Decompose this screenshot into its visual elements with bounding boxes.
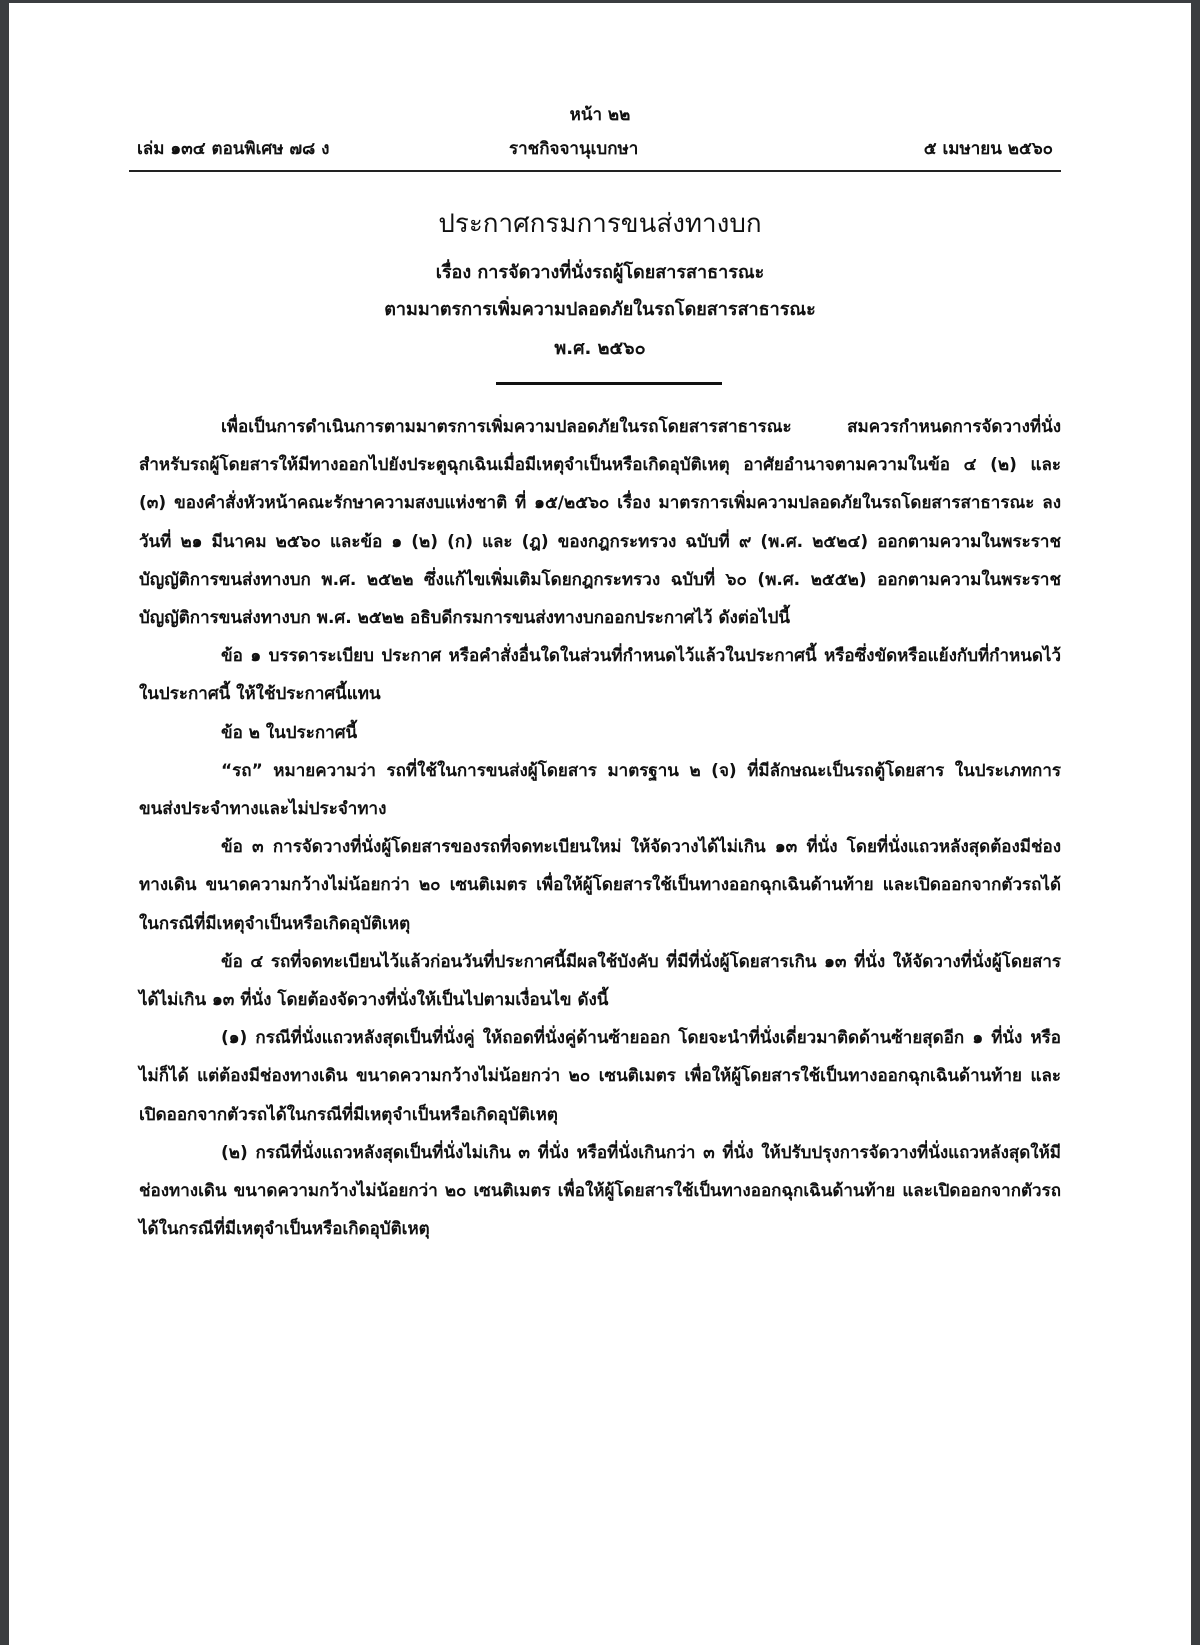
announcement-title: ประกาศกรมการขนส่งทางบก xyxy=(438,209,762,239)
clause-2: ข้อ ๒ ในประกาศนี้ xyxy=(221,722,358,743)
volume-issue: เล่ม ๑๓๔ ตอนพิเศษ ๗๘ ง xyxy=(137,139,330,159)
announcement-subject-line2: ตามมาตรการเพิ่มความปลอดภัยในรถโดยสารสาธารณะ xyxy=(384,299,816,320)
gazette-name: ราชกิจจานุเบกษา xyxy=(509,139,639,159)
announcement-year: พ.ศ. ๒๕๖๐ xyxy=(554,338,646,359)
clause-4: ข้อ ๔ รถที่จดทะเบียนไว้แล้วก่อนวันที่ประกาศนี้มีผลใช้บังคับ ที่มีที่นั่งผู้โดยสารเกิน ๑๓ ที่นั่ง ให้จัดวางที่นั่งผู้โดยสารได้ไม่เกิน ๑๓ ที่นั่ง โดยต้องจัดวางที่นั่งให้เป็นไปตามเงื่อนไข ดังนี้ xyxy=(139,951,1061,1011)
header-divider xyxy=(129,170,1061,172)
announcement-subject: เรื่อง การจัดวางที่นั่งรถผู้โดยสารสาธารณะ xyxy=(435,262,765,283)
preamble-paragraph: เพื่อเป็นการดำเนินการตามมาตรการเพิ่มความปลอดภัยในรถโดยสารสาธารณะ สมควรกำหนดการจัดวางที่นั่งสำหรับรถผู้โดยสารให้มีทางออกไปยังประตูฉุกเฉินเมื่อมีเหตุจำเป็นหรือเกิดอุบัติเหตุ อาศัยอำนาจตามความในข้อ ๔ (๒) และ (๓) ของคำสั่งหัวหน้าคณะรักษาความสงบแห่งชาติ ที่ ๑๕/๒๕๖๐ เรื่อง มาตรการเพิ่มความปลอดภัยในรถโดยสารสาธารณะ ลงวันที่ ๒๑ มีนาคม ๒๕๖๐ และข้อ ๑ (๒) (ก) และ (ฎ) ของกฎกระทรวง ฉบับที่ ๙ (พ.ศ. ๒๕๒๔) ออกตามความในพระราชบัญญัติการขนส่งทางบก พ.ศ. ๒๕๒๒ ซึ่งแก้ไขเพิ่มเติมโดยกฎกระทรวง ฉบับที่ ๖๐ (พ.ศ. ๒๕๕๒) ออกตามความในพระราชบัญญัติการขนส่งทางบก พ.ศ. ๒๕๒๒ อธิบดีกรมการขนส่งทางบกออกประกาศไว้ ดังต่อไปนี้ xyxy=(139,417,1061,629)
clause-3: ข้อ ๓ การจัดวางที่นั่งผู้โดยสารของรถที่จดทะเบียนใหม่ ให้จัดวางได้ไม่เกิน ๑๓ ที่นั่ง โดยที่นั่งแถวหลังสุดต้องมีช่องทางเดิน ขนาดความกว้างไม่น้อยกว่า ๒๐ เซนติเมตร เพื่อให้ผู้โดยสารใช้เป็นทางออกฉุกเฉินด้านท้าย และเปิดออกจากตัวรถได้ในกรณีที่มีเหตุจำเป็นหรือเกิดอุบัติเหตุ xyxy=(139,837,1061,934)
clause-4-sub-2: (๒) กรณีที่นั่งแถวหลังสุดเป็นที่นั่งไม่เกิน ๓ ที่นั่ง หรือที่นั่งเกินกว่า ๓ ที่นั่ง ให้ปรับปรุงการจัดวางที่นั่งแถวหลังสุดให้มีช่องทางเดิน ขนาดความกว้างไม่น้อยกว่า ๒๐ เซนติเมตร เพื่อให้ผู้โดยสารใช้เป็นทางออกฉุกเฉินด้านท้าย และเปิดออกจากตัวรถได้ในกรณีที่มีเหตุจำเป็นหรือเกิดอุบัติเหตุ xyxy=(139,1142,1061,1240)
page-number: หน้า ๒๒ xyxy=(569,105,631,125)
document-body xyxy=(139,408,1061,1248)
definition-paragraph: “รถ” หมายความว่า รถที่ใช้ในการขนส่งผู้โดยสาร มาตรฐาน ๒ (จ) ที่มีลักษณะเป็นรถตู้โดยสาร ในประเภทการขนส่งประจำทางและไม่ประจำทาง xyxy=(139,760,1061,820)
clause-1: ข้อ ๑ บรรดาระเบียบ ประกาศ หรือคำสั่งอื่นใดในส่วนที่กำหนดไว้แล้วในประกาศนี้ หรือซึ่งขัดหรือแย้งกับที่กำหนดไว้ในประกาศนี้ ให้ใช้ประกาศนี้แทน xyxy=(139,646,1061,705)
title-divider xyxy=(496,382,722,385)
clause-4-sub-1: (๑) กรณีที่นั่งแถวหลังสุดเป็นที่นั่งคู่ ให้ถอดที่นั่งคู่ด้านซ้ายออก โดยจะนำที่นั่งเดี่ยวมาติดด้านซ้ายสุดอีก ๑ ที่นั่ง หรือไม่ก็ได้ แต่ต้องมีช่องทางเดิน ขนาดความกว้างไม่น้อยกว่า ๒๐ เซนติเมตร เพื่อให้ผู้โดยสารใช้เป็นทางออกฉุกเฉินด้านท้าย และเปิดออกจากตัวรถได้ในกรณีที่มีเหตุจำเป็นหรือเกิดอุบัติเหตุ xyxy=(139,1028,1061,1125)
publication-date: ๕ เมษายน ๒๕๖๐ xyxy=(923,139,1053,159)
gazette-header xyxy=(129,135,1061,159)
document-page xyxy=(9,3,1191,1645)
